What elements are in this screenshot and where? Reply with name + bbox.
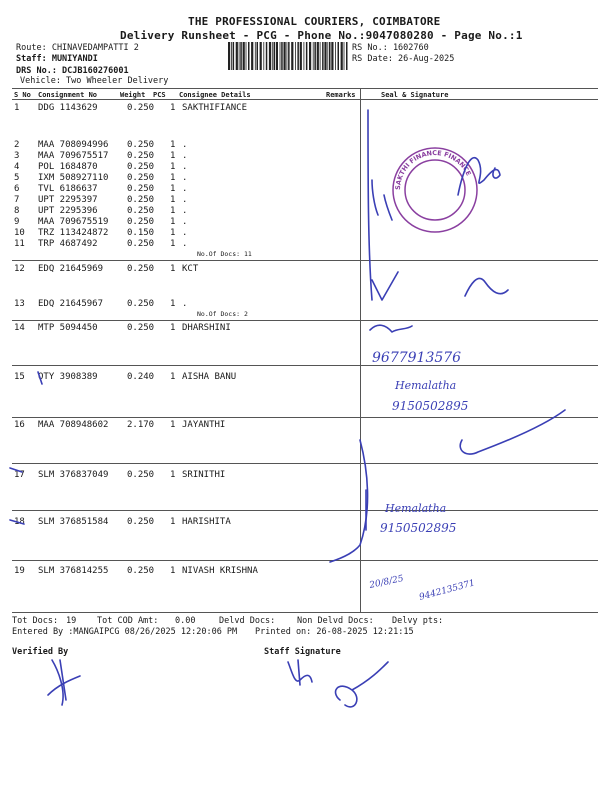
barcode-bar <box>255 42 256 70</box>
row-sno: 4 <box>14 162 20 172</box>
barcode-bar <box>335 42 336 70</box>
row-consignee: . <box>182 162 188 172</box>
row-consignment-no: DDG 1143629 <box>38 103 98 113</box>
barcode-bar <box>257 42 259 70</box>
tot-docs-label: Tot Docs: <box>12 616 59 626</box>
barcode-bar <box>291 42 293 70</box>
barcode-bar <box>281 42 283 70</box>
row18-name: Hemalatha <box>385 502 447 515</box>
col-consignment: Consignment No <box>38 91 98 99</box>
barcode-bar <box>346 42 348 70</box>
row-sno: 11 <box>14 239 25 249</box>
verified-by-signature <box>48 660 80 705</box>
row-sno: 18 <box>14 517 25 527</box>
row-consignee: . <box>182 228 188 238</box>
row12-signature <box>465 278 508 296</box>
barcode-bar <box>344 42 345 70</box>
row-consignee: KCT <box>182 264 199 274</box>
row-consignment-no: EDQ 21645969 <box>38 264 104 274</box>
row15-phone: 9150502895 <box>392 399 469 413</box>
row-sno: 19 <box>14 566 25 576</box>
row-pcs: 1 <box>170 470 176 480</box>
row-divider <box>12 560 598 561</box>
barcode-bar <box>260 42 262 70</box>
row-pcs: 1 <box>170 239 176 249</box>
row-consignee: SRINITHI <box>182 470 226 480</box>
row-consignment-no: TRP 4687492 <box>38 239 98 249</box>
row-consignment-no: SLM 376814255 <box>38 566 109 576</box>
row-pcs: 1 <box>170 217 176 227</box>
barcode-bar <box>240 42 242 70</box>
row-pcs: 1 <box>170 420 176 430</box>
row-divider <box>12 463 598 464</box>
row-consignment-no: MAA 709675519 <box>38 217 109 227</box>
row-consignment-no: UPT 2295396 <box>38 206 98 216</box>
row-pcs: 1 <box>170 103 176 113</box>
barcode-bar <box>317 42 319 70</box>
row-divider <box>12 510 598 511</box>
barcode-bar <box>313 42 314 70</box>
row1-right-stroke <box>368 110 372 300</box>
row-consignee: . <box>182 184 188 194</box>
barcode-icon <box>228 42 348 70</box>
row-sno: 14 <box>14 323 25 333</box>
row-weight: 0.250 <box>127 140 155 150</box>
row-divider <box>12 320 598 321</box>
row-pcs: 1 <box>170 151 176 161</box>
barcode-bar <box>236 42 238 70</box>
row-consignee: . <box>182 195 188 205</box>
table-bottom-border <box>12 612 598 613</box>
row-divider <box>12 417 598 418</box>
row-weight: 0.250 <box>127 217 155 227</box>
barcode-bar <box>327 42 328 70</box>
row-consignment-no: MAA 709675517 <box>38 151 109 161</box>
col-seal: Seal & Signature <box>381 91 449 99</box>
row-consignment-no: TVL 6186637 <box>38 184 98 194</box>
row-pcs: 1 <box>170 372 176 382</box>
row-consignment-no: TRZ 113424872 <box>38 228 109 238</box>
row-divider <box>12 365 598 366</box>
sakthi-finance-stamp <box>393 148 477 232</box>
row19-note-date: 20/8/25 <box>368 573 405 591</box>
barcode-bar <box>300 42 302 70</box>
row-consignee: SAKTHIFIANCE <box>182 103 248 113</box>
row-consignment-no: MTP 5094450 <box>38 323 98 333</box>
vehicle-label: Vehicle: Two Wheeler Delivery <box>20 76 169 86</box>
remarks-divider <box>360 88 361 612</box>
barcode-bar <box>263 42 264 70</box>
staff-signature-loop <box>336 662 388 707</box>
verified-by-label: Verified By <box>12 647 69 657</box>
row-pcs: 1 <box>170 206 176 216</box>
col-sno: S No <box>14 91 31 99</box>
row-consignee: . <box>182 140 188 150</box>
row-consignee: AISHA BANU <box>182 372 237 382</box>
row-sno: 5 <box>14 173 20 183</box>
barcode-bar <box>284 42 286 70</box>
barcode-bar <box>272 42 273 70</box>
row-consignment-no: IXM 508927110 <box>38 173 109 183</box>
barcode-bar <box>329 42 331 70</box>
staff-signature-mark <box>288 660 312 685</box>
rs-number: RS No.: 1602760 <box>352 43 429 53</box>
row-consignment-no: MAA 708948602 <box>38 420 109 430</box>
col-consignee: Consignee Details <box>179 91 251 99</box>
col-remarks: Remarks <box>326 91 356 99</box>
row-weight: 0.250 <box>127 162 155 172</box>
row-weight: 0.240 <box>127 372 155 382</box>
staff-label: Staff: MUNIYANDI <box>16 54 98 64</box>
barcode-bar <box>297 42 299 70</box>
table-top-border <box>12 88 598 89</box>
row-pcs: 1 <box>170 228 176 238</box>
route-label: Route: CHINAVEDAMPATTI 2 <box>16 43 139 53</box>
barcode-bar <box>243 42 245 70</box>
row-consignee: NIVASH KRISHNA <box>182 566 258 576</box>
row-weight: 0.250 <box>127 103 155 113</box>
row16-bracket <box>330 440 368 562</box>
row-sno: 6 <box>14 184 20 194</box>
row-sno: 3 <box>14 151 20 161</box>
row-sno: 9 <box>14 217 20 227</box>
barcode-bar <box>246 42 247 70</box>
row12-checkmark <box>372 272 398 300</box>
tot-docs-value: 19 <box>66 616 77 626</box>
row14-signature <box>370 325 412 332</box>
row-pcs: 1 <box>170 566 176 576</box>
row-consignee: HARISHITA <box>182 517 231 527</box>
row-consignee: . <box>182 206 188 216</box>
stamp-text: SAKTHI FINANCE FINANCE <box>393 148 473 191</box>
barcode-bar <box>314 42 316 70</box>
barcode-bar <box>269 42 271 70</box>
row-pcs: 1 <box>170 184 176 194</box>
row-consignment-no: SLM 376851584 <box>38 517 109 527</box>
row-pcs: 1 <box>170 323 176 333</box>
row-weight: 0.250 <box>127 470 155 480</box>
row-weight: 0.250 <box>127 323 155 333</box>
barcode-bar <box>280 42 281 70</box>
barcode-bar <box>320 42 321 70</box>
barcode-bar <box>266 42 268 70</box>
row-sno: 13 <box>14 299 25 309</box>
entered-by: Entered By :MANGAIPCG 08/26/2025 12:20:06 PM <box>12 627 238 637</box>
row15-name: Hemalatha <box>395 379 457 392</box>
row-weight: 0.250 <box>127 566 155 576</box>
row-consignee: . <box>182 173 188 183</box>
row-weight: 0.250 <box>127 517 155 527</box>
row-sno: 16 <box>14 420 25 430</box>
row1-bracket-mark <box>372 180 392 220</box>
row-sno: 17 <box>14 470 25 480</box>
staff-signature-label: Staff Signature <box>264 647 341 657</box>
barcode-bar <box>341 42 343 70</box>
row-consignment-no: UPT 2295397 <box>38 195 98 205</box>
row-weight: 0.250 <box>127 299 155 309</box>
barcode-bar <box>274 42 276 70</box>
row-weight: 0.250 <box>127 264 155 274</box>
col-pcs: PCS <box>153 91 166 99</box>
barcode-bar <box>233 42 235 70</box>
row-weight: 0.250 <box>127 239 155 249</box>
row-weight: 0.250 <box>127 184 155 194</box>
row-sno: 1 <box>14 103 20 113</box>
row-sno: 10 <box>14 228 25 238</box>
row19-note-number: 9442135371 <box>418 578 477 603</box>
table-header-border <box>12 99 598 100</box>
row-consignee: DHARSHINI <box>182 323 231 333</box>
delvd-docs-label: Delvd Docs: <box>219 616 276 626</box>
barcode-bar <box>228 42 230 70</box>
row-pcs: 1 <box>170 517 176 527</box>
drs-number: DRS No.: DCJB160276001 <box>16 66 129 76</box>
runsheet-subtitle: Delivery Runsheet - PCG - Phone No.:9047080280 - Page No.:1 <box>120 29 523 42</box>
row-weight: 0.250 <box>127 195 155 205</box>
tot-cod-value: 0.00 <box>175 616 196 626</box>
barcode-bar <box>231 42 232 70</box>
delvy-pts-label: Delvy pts: <box>392 616 444 626</box>
barcode-bar <box>295 42 296 70</box>
row-consignment-no: EDQ 21645967 <box>38 299 104 309</box>
row-pcs: 1 <box>170 299 176 309</box>
row-pcs: 1 <box>170 264 176 274</box>
barcode-bar <box>306 42 308 70</box>
row-weight: 0.150 <box>127 228 155 238</box>
row-sno: 7 <box>14 195 20 205</box>
row-weight: 0.250 <box>127 151 155 161</box>
group-doc-count: No.Of Docs: 2 <box>197 310 248 318</box>
barcode-bar <box>331 42 333 70</box>
row-sno: 12 <box>14 264 25 274</box>
row-consignee: . <box>182 151 188 161</box>
row-pcs: 1 <box>170 162 176 172</box>
col-weight: Weight <box>120 91 146 99</box>
row-pcs: 1 <box>170 173 176 183</box>
barcode-bar <box>324 42 326 70</box>
row-consignment-no: SLM 376837049 <box>38 470 109 480</box>
row-pcs: 1 <box>170 195 176 205</box>
barcode-bar <box>276 42 278 70</box>
row18-phone: 9150502895 <box>380 521 457 535</box>
barcode-bar <box>304 42 305 70</box>
barcode-bar <box>338 42 340 70</box>
row-weight: 2.170 <box>127 420 155 430</box>
company-title: THE PROFESSIONAL COURIERS, COIMBATORE <box>188 15 441 28</box>
row-consignee: . <box>182 299 188 309</box>
row-weight: 0.250 <box>127 173 155 183</box>
barcode-bar <box>287 42 288 70</box>
barcode-bar <box>239 42 240 70</box>
row-consignee: . <box>182 217 188 227</box>
row-pcs: 1 <box>170 140 176 150</box>
barcode-bar <box>248 42 250 70</box>
group-doc-count: No.Of Docs: 11 <box>197 250 252 258</box>
row-consignee: . <box>182 239 188 249</box>
row14-phone: 9677913576 <box>372 350 462 366</box>
barcode-bar <box>309 42 311 70</box>
row1-signature <box>458 158 500 195</box>
barcode-bar <box>322 42 324 70</box>
row-sno: 15 <box>14 372 25 382</box>
row-consignment-no: MAA 708094996 <box>38 140 109 150</box>
non-delvd-docs-label: Non Delvd Docs: <box>297 616 374 626</box>
row-divider <box>12 260 598 261</box>
rs-date: RS Date: 26-Aug-2025 <box>352 54 455 64</box>
row-consignment-no: POL 1684870 <box>38 162 98 172</box>
barcode-bar <box>288 42 290 70</box>
tot-cod-label: Tot COD Amt: <box>97 616 159 626</box>
row-sno: 2 <box>14 140 20 150</box>
printed-on: Printed on: 26-08-2025 12:21:15 <box>255 627 414 637</box>
barcode-bar <box>251 42 253 70</box>
row-sno: 8 <box>14 206 20 216</box>
row-consignment-no: OTY 3908389 <box>38 372 98 382</box>
row-consignee: JAYANTHI <box>182 420 226 430</box>
row-weight: 0.250 <box>127 206 155 216</box>
